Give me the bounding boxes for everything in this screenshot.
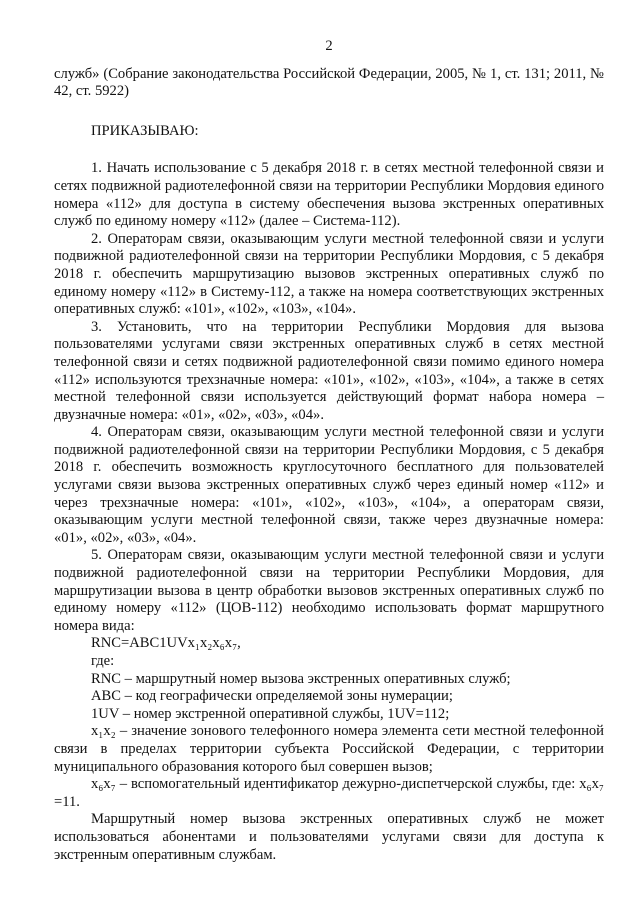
- routing-number-formula: RNC=ABC1UVx₁x₂x₆x₇,: [91, 635, 241, 652]
- item-1: 1. Начать использование с 5 декабря 2018 г. в сетях местной телефонной связи и сетях подвижной радиотелефонной связи на территории Республики Мордовия единого номера «112» для доступа в систему обеспечения вызова экстренных оперативных служб по единому номеру «112» (далее – Система-112).: [54, 160, 604, 230]
- definition-x1x2: x₁x₂ – значение зонового телефонного номера элемента сети местной телефонной связи в пределах территории субъекта Российской Федерации, с территории муниципального образования которого был совершен вызов;: [54, 723, 604, 775]
- page-number: 2: [325, 38, 333, 54]
- item-4: 4. Операторам связи, оказывающим услуги местной телефонной связи и услуги подвижной радиотелефонной связи на территории Республики Мордовия, с 5 декабря 2018 г. обеспечить возможность круглосуточного бесплатного для пользователей услугами связи вызова экстренных оперативных служб через единый номер «112» и через трехзначные номера: «101», «102», «103», «104», а операторам связи, оказывающим услуги местной телефонной связи, также через двузначные номера: «01», «02», «03», «04».: [54, 424, 604, 546]
- item-3: 3. Установить, что на территории Республики Мордовия для вызова пользователями услугами связи экстренных оперативных служб в сетях местной телефонной связи и сетях подвижной радиотелефонной связи помимо единого номера «112» используются трехзначные номера: «101», «102», «103», «104», а также в сетях местной телефонной связи используется действующий формат набора номера – двузначные номера: «01», «02», «03», «04».: [54, 318, 604, 423]
- order-heading: ПРИКАЗЫВАЮ:: [91, 122, 199, 139]
- item-5: 5. Операторам связи, оказывающим услуги местной телефонной связи и услуги подвижной радиотелефонной связи на территории Республики Мордовия, для маршрутизации вызова в центр обработки вызовов экстренных оперативных служб по единому номеру «112» (ЦОВ-112) необходимо использовать формат маршрутного номера вида:: [54, 547, 604, 634]
- definition-x6x7: x₆x₇ – вспомогательный идентификатор дежурно-диспетчерской службы, где: x₆x₇ =11.: [54, 776, 604, 810]
- definition-abc: ABC – код географически определяемой зоны нумерации;: [91, 688, 453, 705]
- intro-paragraph: служб» (Собрание законодательства Российской Федерации, 2005, № 1, ст. 131; 2011, № 42, ст. 5922): [54, 65, 604, 100]
- item-2: 2. Операторам связи, оказывающим услуги местной телефонной связи и услуги подвижной радиотелефонной связи на территории Республики Мордовия, с 5 декабря 2018 г. обеспечить маршрутизацию вызовов экстренных оперативных служб по единому номеру «112» в Систему-112, а также на номера соответствующих экстренных оперативных служб: «101», «102», «103», «104».: [54, 230, 604, 318]
- definition-rnc: RNC – маршрутный номер вызова экстренных оперативных служб;: [91, 670, 511, 687]
- where-label: где:: [91, 653, 115, 669]
- closing-paragraph: Маршрутный номер вызова экстренных оперативных служб не может использоваться абонентами и пользователями услугами связи для доступа к экстренным оперативным службам.: [54, 811, 604, 863]
- definition-1uv: 1UV – номер экстренной оперативной службы, 1UV=112;: [91, 705, 450, 722]
